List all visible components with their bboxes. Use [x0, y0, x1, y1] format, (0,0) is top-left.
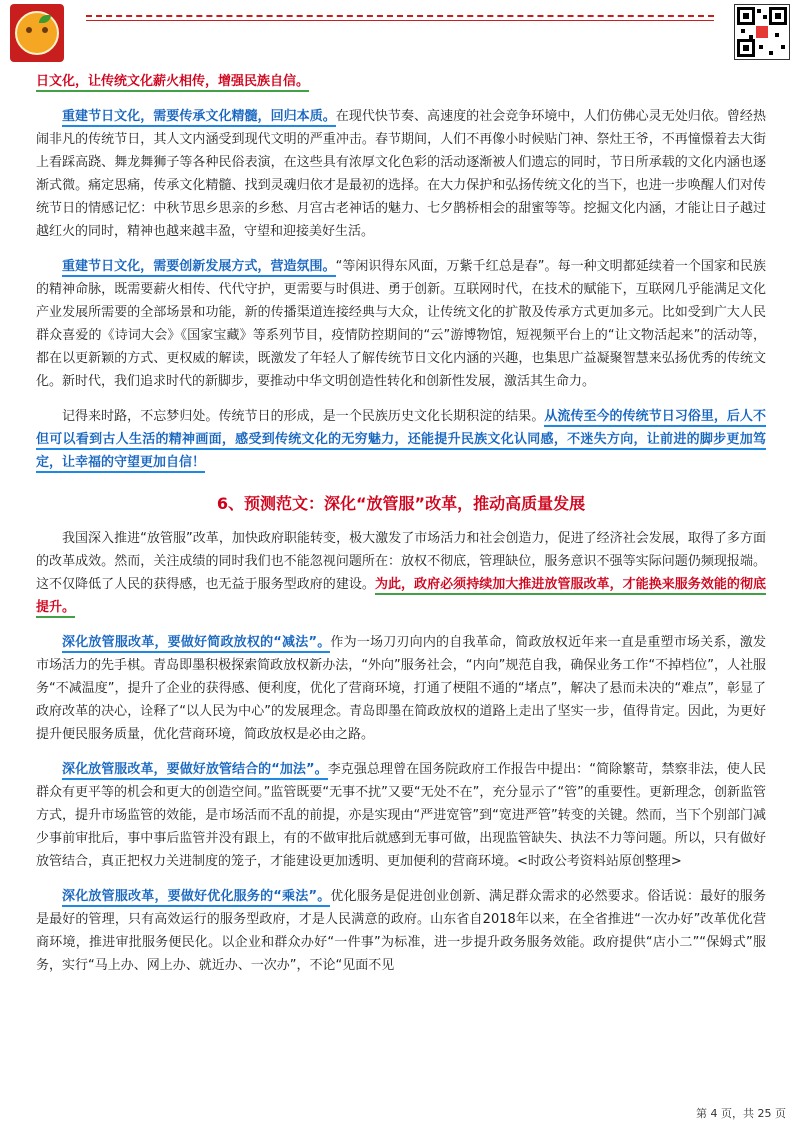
header-divider: [86, 15, 714, 17]
paragraph-lead: 重建节日文化，需要创新发展方式，营造氛围。: [62, 259, 336, 277]
paragraph-5: [36, 631, 766, 746]
paragraph-text: “等闲识得东风面，万紫千红总是春”。每一种文明都延续着一个国家和民族的精神命脉，既需要薪火相传、代代守护，更需要与时俱进、勇于创新。互联网时代，在技术的赋能下，互联网几乎能满足文化产业发展所需要的全部场景和功能，新的传播渠道连接经典与大众，让传统文化的扩散及传承方式更加多元。比如受到广大人民群众喜爱的《诗词大会》《国家宝藏》等系列节目，疫情防控期间的“云”游博物馆，短视频平台上的“让文物活起来”的活动等，都在以更新颖的方式、更权威的解读，既激发了年轻人了解传统节日文化内涵的兴趣，也集思广益凝聚智慧来弘扬优秀的传统文化。新时代，我们追求时代的新脚步，要推动中华文明创造性转化和创新性发展，激活其生命力。: [36, 259, 766, 389]
paragraph-lead: 重建节日文化，需要传承文化精髓，回归本质。: [62, 109, 336, 127]
orange-mascot-logo: [10, 4, 64, 62]
paragraph-3: [36, 405, 766, 474]
qr-logo-icon: [755, 25, 769, 39]
conclusion-text: 日文化，让传统文化薪火相传，增强民族自信。: [36, 74, 309, 92]
qr-code-icon: [734, 4, 790, 60]
paragraph-highlight: 从流传至今的传统节日习俗里，后人不但可以看到古人生活的精神画面，感受到传统文化的无穷魅力，还能提升民族文化认同感，不迷失方向，让前进的脚步更加笃定，让幸福的守望更加自信！: [36, 409, 766, 473]
paragraph-0: [36, 70, 766, 93]
paragraph-lead: 深化放管服改革，要做好放管结合的“加法”。: [62, 762, 328, 780]
paragraph-lead: 深化放管服改革，要做好优化服务的“乘法”。: [62, 889, 330, 907]
paragraph-lead: 深化放管服改革，要做好简政放权的“减法”。: [62, 635, 330, 653]
paragraph-text: 优化服务是促进创业创新、满足群众需求的必然要求。俗话说：最好的服务是最好的管理，只有高效运行的服务型政府，才是人民满意的政府。山东省自2018年以来，在全省推进“一次办好”改革优化营商环境，推进审批服务便民化。以企业和群众办好“一件事”为标准，进一步提升政务服务效能。政府提供“店小二”“保姆式”服务，实行“马上办、网上办、就近办、一次办”，不论“见面不见: [36, 889, 766, 973]
paragraph-text: 记得来时路，不忘梦归处。传统节日的形成，是一个民族历史文化长期积淀的结果。: [62, 409, 545, 424]
paragraph-highlight: 为此，政府必须持续加大推进放管服改革，才能换来服务效能的彻底提升。: [36, 577, 766, 618]
section-title: 6、预测范文：深化“放管服”改革，推动高质量发展: [216, 494, 586, 513]
paragraph-7: [36, 885, 766, 977]
paragraph-text: 我国深入推进“放管服”改革，加快政府职能转变，极大激发了市场活力和社会创造力，促进了经济社会发展，取得了多方面的改革成效。然而，关注成绩的同时我们也不能忽视问题所在：放权不彻底，管理缺位，服务意识不强等实际问题仍频现报端。这不仅降低了人民的获得感，也无益于服务型政府的建设。: [36, 531, 766, 592]
paragraph-text: 作为一场刀刃向内的自我革命，简政放权近年来一直是重塑市场关系，激发市场活力的先手棋。青岛即墨积极探索简政放权新办法，“外向”服务社会，“内向”规范自我，确保业务工作“不掉档位”，人社服务“不减温度”，提升了企业的获得感、便利度，优化了营商环境，打通了梗阻不通的“堵点”，解决了悬而未决的“难点”，彰显了政府改革的决心，诠释了“以人民为中心”的发展理念。青岛即墨在简政放权的道路上走出了坚实一步，值得肯定。因此，为更好提升便民服务质量，优化营商环境，简政放权是必由之路。: [36, 635, 766, 742]
page-header: [0, 0, 800, 70]
paragraph-1: [36, 105, 766, 243]
paragraph-6: [36, 758, 766, 873]
page-number: 第 4 页，共 25 页: [696, 1107, 786, 1120]
paragraph-4: [36, 527, 766, 619]
document-body: [36, 70, 766, 989]
header-divider-thin: [86, 20, 714, 21]
paragraph-text: 李克强总理曾在国务院政府工作报告中提出：“简除繁苛，禁察非法，使人民群众有更平等的机会和更大的创造空间。”监管既要“无事不扰”又要“无处不在”，充分显示了“管”的重要性。更新理念，创新监管方式，提升市场监管的效能，是市场活而不乱的前提，亦是实现由“严进宽管”到“宽进严管”转变的关键。然而，当下个别部门减少事前审批后，事中事后监管并没有跟上，有的不做审批后就感到无事可做，出现监管缺失、执法不力等问题。所以，只有做好放管结合，真正把权力关进制度的笼子，才能建设更加透明、更加便利的营商环境。<时政公考资料站原创整理>: [36, 762, 766, 869]
orange-icon: [15, 11, 59, 55]
paragraph-2: [36, 255, 766, 393]
paragraph-text: 在现代快节奏、高速度的社会竞争环境中，人们仿佛心灵无处归依。曾经热闹非凡的传统节日，其人文内涵受到现代文明的严重冲击。春节期间，人们不再像小时候贴门神、祭灶王爷，不再憧憬着去大街上看踩高跷、舞龙舞狮子等各种民俗表演，在这些具有浓厚文化色彩的活动逐渐被人们遗忘的同时，节日所承载的文化内涵也逐渐式微。痛定思痛，传承文化精髓、找到灵魂归依才是最初的选择。在大力保护和弘扬传统文化的当下，也进一步唤醒人们对传统节日的情感记忆：中秋节思乡思亲的乡愁、月宫古老神话的魅力、七夕鹊桥相会的甜蜜等等。挖掘文化内涵，才能让日子越过越红火的同时，精神也越来越丰盈，守望和迎接美好生活。: [36, 109, 766, 239]
